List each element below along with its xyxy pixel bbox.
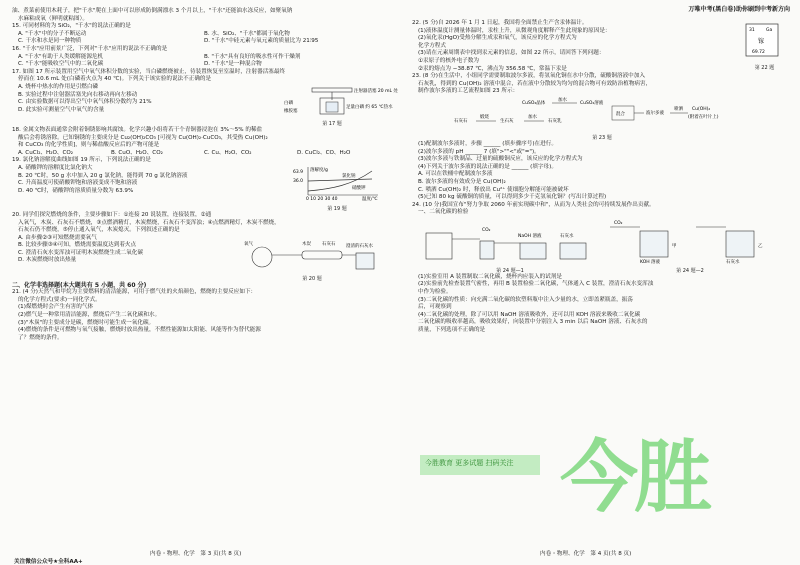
atomic-number: 31 (749, 28, 755, 33)
figure-19-caption: 第 19 题 (327, 205, 347, 212)
text-line: B. 波尔多液的有效成分是 Cu(OH)₂ (418, 178, 506, 185)
fig24-label: 乙 (758, 243, 763, 249)
figure-24-1-apparatus (420, 217, 600, 263)
text-line: 二氧化碳的吸收率越高，吸收效果好，向装置中分别注入 3 min 以后 NaOH 溶液、石灰水的 (418, 319, 648, 326)
option: C. 澄清石灰水变浑浊可证明木炭燃烧生成二氧化碳 (18, 249, 143, 256)
text-line: 了？燃烧的条件。 (18, 334, 63, 341)
page-footer: 内卷・物理、化学 第 3 页(共 8 页) (150, 551, 242, 557)
text-line: ②汞的熔点为 −38.87 ℃，沸点为 356.58 ℃，常温下汞是 (418, 65, 567, 72)
text-line: 后，可观察到 (418, 304, 452, 311)
q20-block (12, 235, 390, 282)
question-19: 19. 氯化钠溶解度曲线如图 19 所示，下列说法正确的是 (12, 157, 151, 164)
flow-label: (附着在叶片上) (688, 114, 719, 120)
atomic-mass: 69.72 (752, 50, 765, 55)
question-17: 17. 如图 17 所示装置用空气中氧气体积分数的实验，当白磷燃烧被止，待装置恢复至室温时，注射器活塞最终 (12, 68, 286, 75)
text-line: (1)液体温度计测量体温时，汞柱上升，从微观角度解释产生此现象的原因是： (418, 27, 611, 34)
fig19-label: 硝酸钾 (352, 185, 366, 191)
text-line: (3)请在元素周期表中找到汞元素的信息，如图 22 所示，请回答下列问题： (418, 50, 605, 57)
figure-19-graph (292, 165, 382, 201)
text-line: 和 CuCO₃ 的化学性质]，则与稀盐酸反应后的产物可能是 (18, 142, 160, 149)
fig20-label: 氧气 (244, 241, 253, 247)
figure-24-2 (600, 217, 780, 274)
option: B. 20 ℃时，50 g 水中加入 20 g 氯化钠，能得到 70 g 氯化钠溶液 (18, 172, 188, 179)
text-line: (5)已知 80 kg 硫酸铜的质量，可以得到多少千克氢氧化铜？(写出计算过程) (418, 194, 607, 201)
fig19-label: 氯化钠 (342, 173, 356, 179)
flow-label: 煅烧 (480, 114, 489, 120)
section-header: 二、化学非选择题(本大题共有 5 小题，共 60 分) (12, 281, 147, 289)
q17-block (12, 83, 398, 127)
question-21: 21. (4 分)天然气和甲烷为主要燃料的清洁能源，可用于燃气灶的火焰颜色，燃烧的主要反应如下： (12, 289, 257, 296)
brand-header: 万唯中考(黑白卷)助你刷到中考新方向 (688, 6, 790, 13)
figure-22-caption: 第 22 题 (754, 65, 775, 71)
figure-20-diagram (242, 235, 382, 271)
option: C. Cu、H₂O、CO₂ (204, 149, 252, 156)
text-line: (4)下列关于波尔多液的说法正确的是 ______ (填字母)。 (418, 163, 557, 170)
text-line: (3)二氧化碳的性质：向充满二氧化碳的软塑料瓶中注入少量的水，立即盖紧瓶盖，振荡 (418, 296, 633, 303)
text-line: ①汞原子的核外电子数为 (418, 57, 479, 64)
figure-24-2-caption: 第 24 题—2 (676, 267, 704, 274)
text-line: 入氧气，木炭、石灰石不燃烧，③点燃酒精灯，木炭燃烧，石灰石不变浑浊；④点燃酒精灯，木炭不燃烧， (18, 219, 280, 226)
option: A. 硝酸钾的溶解度比氯化钠大 (18, 164, 93, 171)
option: B. 水、SiO₂、"千水"都属于氧化物 (204, 30, 290, 37)
flow-label: 加水 (558, 97, 567, 103)
option: D. 40 ℃时，硝酸钾的溶质质量分数为 63.9% (18, 187, 134, 194)
text-line: A. 可以在铁桶中配制波尔多液 (418, 171, 493, 178)
option: B. "千水"具有良好的吸水性可作干燥剂 (204, 53, 301, 60)
text-line: (1)煤燃烧时会产生有害的气体 (18, 304, 94, 311)
text-line: (2)氧化汞(HgO)受热分解生成汞和氧气，该反应的化学方程式为 (418, 35, 577, 42)
text-line: (2)波尔多液的 pH ______ 7 (填">""<"或"=")。 (418, 148, 540, 155)
text-line: 酸后会将锈溶除。已知铜锈的主要成分是 Cu₂(OH)₂CO₃ [可视为 Cu(OH)₂·CuCO₃，其受热 Cu(OH)₂ (18, 134, 268, 141)
option: B. 实验过程中注射器活塞先向右移动再向左移动 (18, 91, 138, 98)
flow-label: 石灰乳 (548, 118, 562, 124)
text-line: (2)燃气是一种常用清洁能源，燃烧后产生二氧化碳和水。 (18, 312, 161, 319)
text-line: 的化学方程式(要求)一同化学式。 (18, 296, 101, 303)
periodic-cell (742, 20, 782, 60)
fig17-label: 白磷 (284, 100, 293, 106)
option: A. "千水"有助于人类缓解能源危机 (18, 53, 104, 60)
fig17-label: 注射器活塞 20 mL 处 (354, 88, 398, 94)
text-line: 停而在 10.6 mL 处(白磷着火点为 40 ℃)。下列关于该实验的说法不正确的是 (18, 76, 212, 83)
text-line: (1)配制波尔多液时，步骤 ______ (填步骤序号)在进行。 (418, 140, 557, 147)
option: A. 由步骤②③可知燃烧需要氧气 (18, 234, 97, 241)
option: A. "千水"中的分子不断运动 (18, 30, 87, 37)
fig24-label: NaOH 溶液 (518, 233, 542, 239)
option: D. 木炭燃烧时放出热量 (18, 257, 77, 264)
fig24-label: CO₂ (482, 227, 491, 233)
fig24-label: 石灰水 (726, 259, 740, 265)
flow-label: Cu(OH)₂ (692, 106, 711, 112)
option: A. 烧杯中热水的作用是引燃白磷 (18, 83, 99, 90)
fig17-label: 足量白磷 约 65 ℃热水 (346, 104, 393, 110)
figure-20-caption: 第 20 题 (302, 275, 322, 282)
text-line: (1)实验室用 A 装置制取二氧化碳，烧杯内应装入的试剂是 (418, 273, 562, 280)
flow-label: 混合 (616, 111, 625, 117)
figure-22 (742, 20, 787, 71)
text-line: 油、煮菜前使用木耗子，把"千水"爬在上面中可以形成防倒满漂水 3 个月以上，"千水"还能油水冻反应，如聚氧钠 (12, 8, 293, 14)
fig19-label: 温度/℃ (362, 196, 378, 202)
text-line: (4)燃烧的条件是可燃物与氧气接触，燃烧时放出热量，不燃性能源如太阳能、风能等作为替代能源 (18, 327, 261, 334)
text-line: C. 喷洒 Cu(OH)₂ 时，释放出 Cu²⁺ 使细胞分解能可能被破坏 (418, 186, 569, 193)
figure-17-caption: 第 17 题 (322, 120, 342, 127)
options-15 (12, 38, 390, 46)
fig19-label: 溶解度/g (310, 167, 328, 173)
question-22: 22. (5 分)自 2026 年 1 月 1 日起，我国将全面禁止生产含汞体温计。 (412, 20, 588, 26)
q19-block (12, 165, 390, 212)
flow-label: CuSO₄晶体 (522, 100, 546, 106)
question-15: 15. 可同材料的为 SiO₂，"千水"的说法正确的是 (12, 23, 131, 30)
option: D. CuCl₂、CO、H₂O (297, 149, 351, 156)
figure-19 (292, 165, 382, 212)
option: C. 干水和水是同一种物质 (18, 38, 82, 45)
question-24: 24. (10 分)我国宣布"努力争取 2060 年前实现碳中和"，从而为人类社会的可持续发展作出贡献。 (412, 201, 655, 208)
options-16 (12, 61, 390, 69)
flow-label: 生石灰 (500, 118, 514, 124)
footer-note: 关注微信公众号★全科AA+ (14, 559, 83, 565)
figure-20 (242, 235, 382, 282)
element-name: 镓 (758, 38, 765, 45)
flow-label: 波尔多液 (646, 110, 664, 116)
fig19-label: 36.0 (293, 178, 304, 184)
question-16: 16. "千水"应用前景广泛，下列对"千水"应用的说法不正确的是 (12, 45, 168, 52)
text-line: (3)"木炭"的主要成分是碳，燃烧时可能生成一氧化碳。 (18, 319, 155, 326)
option: B. 比较步骤③④可知，燃烧需要温度达到着火点 (18, 242, 137, 249)
text-line: (3)波尔多液与铁制品、过量的硫酸铜反应，该反应的化学方程式为 (418, 156, 583, 163)
fig24-label: 甲 (672, 243, 677, 249)
option: A. CuCl₂、H₂O、CO₂ (18, 149, 74, 156)
question-18: 18. 金属文物表面通常会附着铜锈影响其腐蚀。化学兴趣小组将若干个青铜器浸泡在 3%～5% 的稀盐 (12, 126, 263, 133)
text-line: 质量，下列选项不正确的是 (418, 327, 486, 334)
fig20-label: 石灰石 (322, 241, 336, 247)
figure-17-diagram (282, 84, 398, 116)
text-line: 中作为检验。 (418, 289, 452, 296)
text-line: (4)二氧化碳的处理，除了可以用 NaOH 溶液吸收外，还可以用 KOH 溶液来吸收二氧化碳 (418, 311, 641, 318)
option: B. CuO、H₂O、CO₂ (111, 149, 163, 156)
fig24-label: 石灰水 (560, 233, 574, 239)
flow-label: CuSO₄溶液 (580, 100, 604, 106)
q22-block (412, 20, 790, 73)
figure-24-2-apparatus (600, 217, 780, 263)
watermark-logo: 今胜 (560, 433, 709, 523)
text-line: 制作波尔多液的工艺流程如图 23 所示： (418, 88, 519, 95)
question-23: 23. (8 分)在生活中，小组同学需要制取波尔多液，将氢氧化铜在水中分散，硫酸铜溶液中加入 (412, 73, 645, 80)
fig19-label: 0 10 20 30 40 (306, 196, 338, 202)
flow-label: 加水 (528, 114, 537, 120)
text-line: 石灰石仍不燃烧，⑤停止通入氧气，木炭熄灭。下列叙述正确的是 (18, 227, 180, 234)
figure-23 (412, 96, 790, 141)
figure-23-caption: 第 23 题 (592, 134, 612, 141)
text-line: 水麻粘成氧（鲜明就粘图）。 (18, 15, 88, 22)
flow-label: 喷洒 (674, 106, 683, 112)
figure-24-1 (420, 217, 600, 274)
watermark-band-text: 今胜教育 更多试题 扫码关注 (425, 459, 514, 467)
fig20-label: 木炭 (302, 241, 311, 247)
flow-label: 石灰石 (454, 118, 468, 124)
figure-23-flow (452, 96, 752, 130)
element-symbol: Ga (766, 28, 773, 33)
fig24-label: CO₂ (614, 220, 623, 226)
text-line: 石灰乳，得到的 Cu(OH)₂ 溶液中混合，若在液中分散较为均匀的混合物可有效防治植物病害， (418, 80, 652, 87)
page-footer: 内卷・物理、化学 第 4 页(共 8 页) (540, 551, 632, 557)
figure-17 (282, 84, 398, 127)
text-line: (2)实验前先检查装置气密性，再用 B 装置检验二氧化碳，气体通入 C 装置，澄清石灰水变浑浊 (418, 281, 654, 288)
question-20: 20. 同学们探究燃烧的条件，主要步骤如下：①连接 20 说装置，连接装置，②通 (12, 211, 212, 218)
option: C. "千水"能吸收空气中的二氧化碳 (18, 61, 104, 68)
text-line: 化学方程式 (418, 42, 446, 49)
fig19-label: 63.9 (293, 169, 304, 175)
fig17-label: 橡胶塞 (284, 108, 298, 114)
option: D. "千水"中硅元素与氧元素的质量比为 21∶95 (204, 38, 319, 45)
option: D. 此实验可测量空气中氧气的含量 (18, 106, 105, 113)
option: D. "千水"是一种混合物 (204, 61, 262, 68)
fig24-label: KOH 溶液 (640, 259, 661, 265)
fig20-label: 澄清的石灰水 (346, 243, 373, 249)
text-line: 一、二氧化碳的检验 (418, 209, 469, 216)
figure-24 (412, 217, 790, 274)
option: C. 由实验数据可以得出空气中氧气体积分数约为 21% (18, 99, 152, 106)
option: C. 升高温度可使硝酸钾饱和溶液变成不饱和溶液 (18, 180, 138, 187)
figure-24-1-caption: 第 24 题—1 (496, 267, 524, 274)
